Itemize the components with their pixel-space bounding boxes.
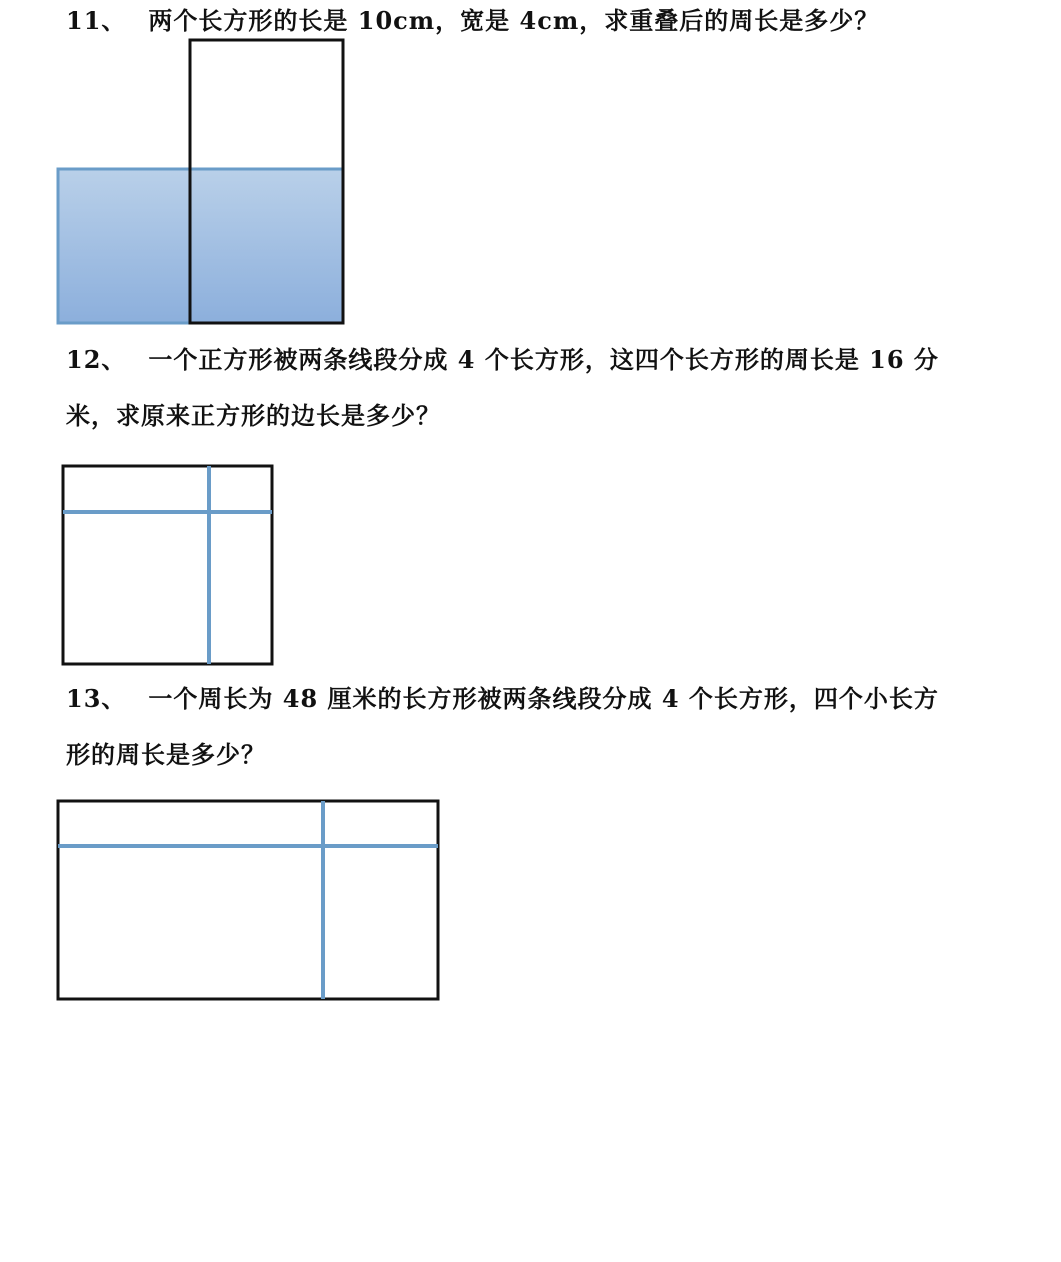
question-13-text-line-1 — [66, 684, 939, 714]
rectangle-outline — [58, 801, 438, 999]
question-13-text-line-2 — [66, 740, 266, 770]
square-outline — [63, 466, 272, 664]
question-13-line-2: 形的周长是多少？ — [66, 740, 266, 769]
question-12-number: 12、 — [66, 345, 127, 374]
question-12-text-line-1 — [66, 345, 939, 375]
horizontal-rectangle — [58, 169, 343, 323]
question-12-line-2: 米，求原来正方形的边长是多少？ — [66, 401, 441, 430]
question-12-text-line-2 — [66, 401, 441, 431]
question-11-line-1: 两个长方形的长是 10cm，宽是 4cm，求重叠后的周长是多少？ — [148, 6, 880, 35]
figure-divided-rectangle — [0, 790, 1061, 1010]
question-13-line-1: 一个周长为 48 厘米的长方形被两条线段分成 4 个长方形，四个小长方 — [148, 684, 939, 713]
question-11-number: 11、 — [66, 6, 127, 35]
question-12-line-1: 一个正方形被两条线段分成 4 个长方形，这四个长方形的周长是 16 分 — [148, 345, 939, 374]
figure-divided-square — [0, 455, 1061, 675]
figure-overlapping-rectangles — [0, 0, 1061, 340]
question-13-number: 13、 — [66, 684, 127, 713]
